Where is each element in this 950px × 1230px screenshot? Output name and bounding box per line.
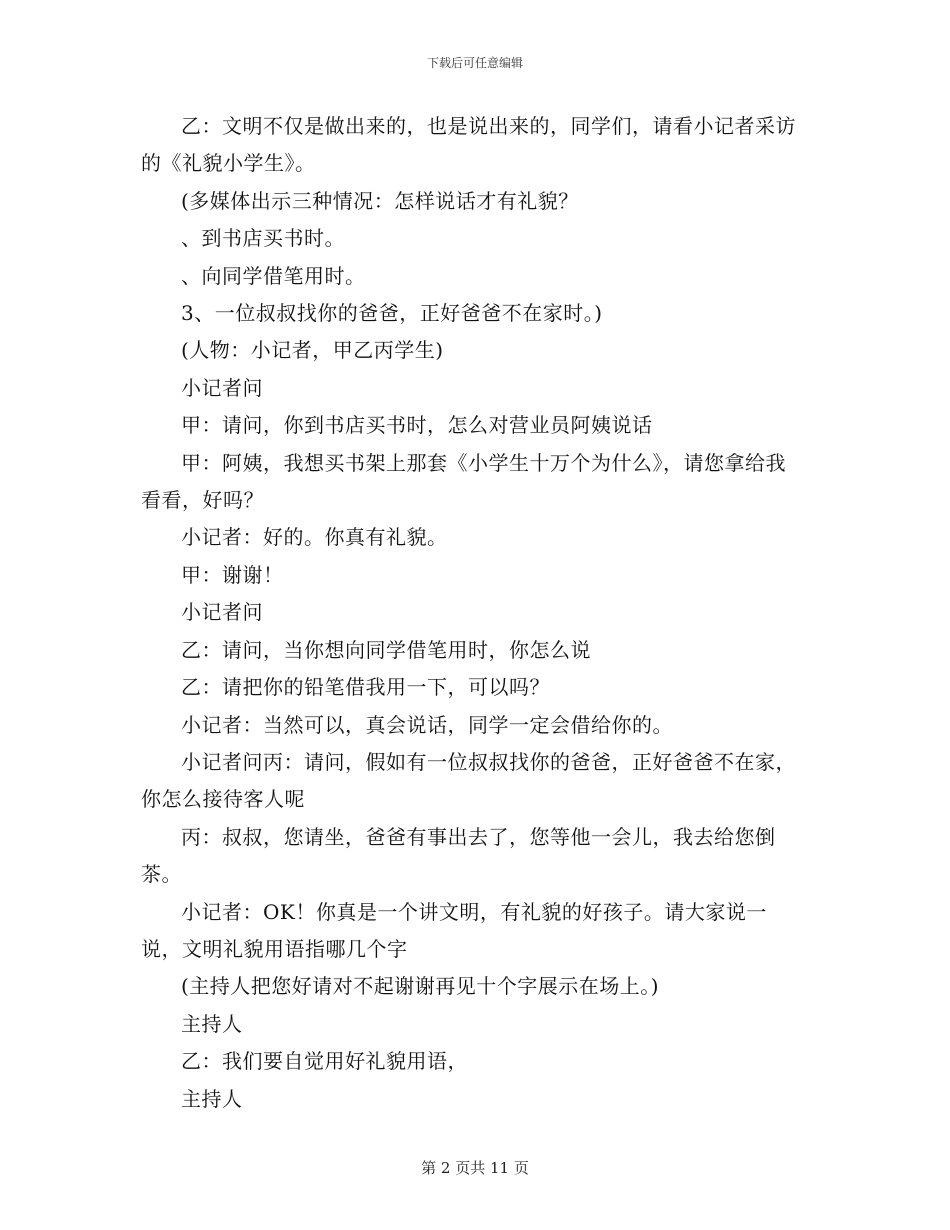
paragraph: 小记者问丙：请问，假如有一位叔叔找你的爸爸，正好爸爸不在家，你怎么接待客人呢: [141, 749, 796, 812]
paragraph: 主持人: [181, 1086, 243, 1111]
paragraph: 乙：请把你的铅笔借我用一下，可以吗？: [181, 675, 550, 700]
paragraph: 小记者问: [181, 600, 263, 625]
page-footer: 第 2 页共 11 页: [421, 1159, 529, 1177]
paragraph: 甲：谢谢！: [181, 562, 284, 587]
paragraph: 小记者：当然可以，真会说话，同学一定会借给你的。: [181, 712, 673, 737]
paragraph: 甲：阿姨，我想买书架上那套《小学生十万个为什么》，请您拿给我看看，好吗？: [141, 450, 786, 513]
paragraph: 3、一位叔叔找你的爸爸，正好爸爸不在家时。): [181, 301, 603, 326]
paragraph: 甲：请问，你到书店买书时，怎么对营业员阿姨说话: [181, 413, 653, 438]
paragraph: 小记者问: [181, 375, 263, 400]
page-header: 下载后可任意编辑: [426, 56, 523, 70]
paragraph: (人物：小记者，甲乙丙学生): [181, 338, 444, 363]
paragraph: 乙：我们要自觉用好礼貌用语，: [181, 1049, 468, 1074]
paragraph: 丙：叔叔，您请坐，爸爸有事出去了，您等他一会儿，我去给您倒茶。: [141, 824, 776, 887]
paragraph: 小记者：好的。你真有礼貌。: [181, 525, 448, 550]
paragraph: 乙：请问，当你想向同学借笔用时，你怎么说: [181, 637, 591, 662]
paragraph: (多媒体出示三种情况：怎样说话才有礼貌？: [181, 188, 579, 213]
paragraph: 乙：文明不仅是做出来的，也是说出来的，同学们，请看小记者采访的《礼貌小学生》。: [141, 114, 796, 176]
paragraph: (主持人把您好请对不起谢谢再见十个字展示在场上。): [181, 974, 660, 999]
paragraph: 、向同学借笔用时。: [181, 263, 366, 288]
paragraph: 主持人: [181, 1011, 243, 1036]
document-body: [141, 108, 806, 1118]
paragraph: 小记者：OK！你真是一个讲文明，有礼貌的好孩子。请大家说一说，文明礼貌用语指哪几个字: [141, 899, 767, 961]
paragraph: 、到书店买书时。: [181, 226, 345, 251]
